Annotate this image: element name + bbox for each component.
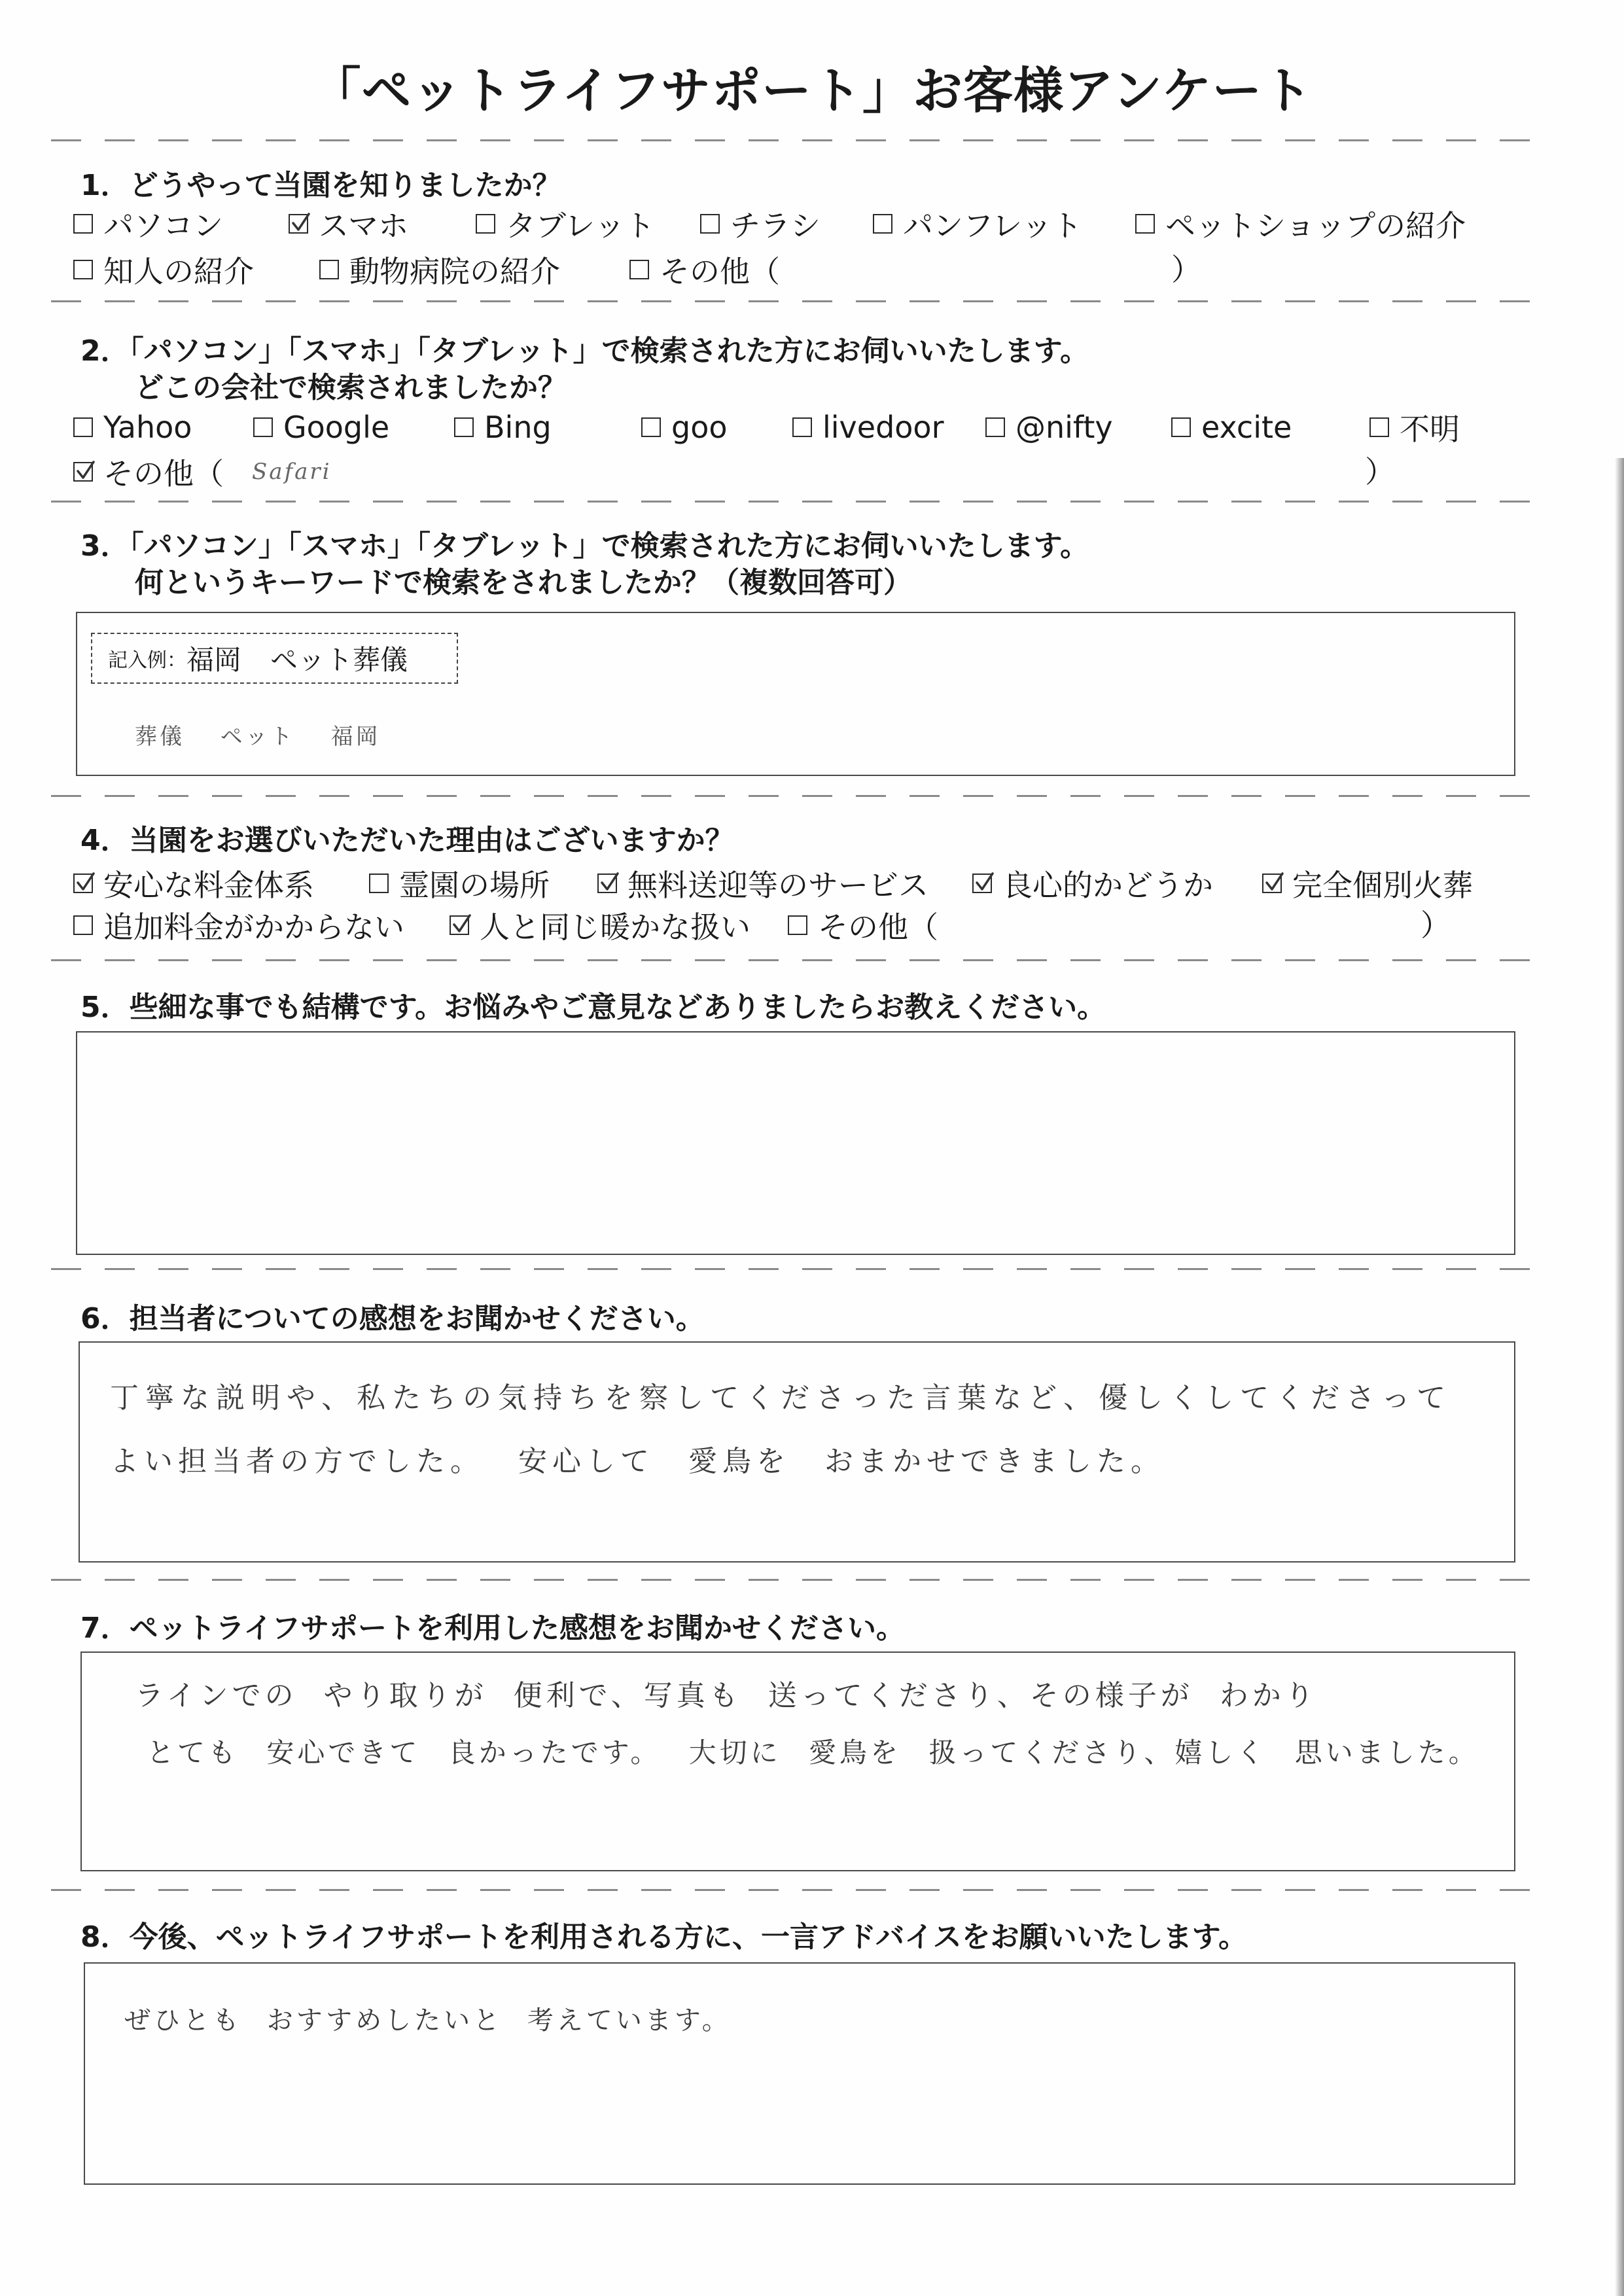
q2-checkbox-yahoo[interactable] [73, 417, 93, 437]
q4-option-cemetery-location[interactable] [369, 864, 550, 903]
q4-option-label: 霊園の場所 [399, 868, 550, 903]
q1-option-label: 動物病院の紹介 [349, 254, 560, 289]
question-2-heading: 2．「パソコン」「スマホ」「タブレット」で検索された方にお伺いいたします。 [80, 334, 1089, 368]
q1-option-acquaintance-referral[interactable] [73, 250, 254, 289]
q4-option-individual-cremation[interactable] [1262, 864, 1473, 903]
q1-option-label: スマホ [319, 208, 409, 243]
q4-checkbox-free-pickup-service[interactable] [597, 874, 617, 893]
question-3-heading: 3．「パソコン」「スマホ」「タブレット」で検索された方にお伺いいたします。 [80, 529, 1089, 563]
scan-edge-shadow [1615, 458, 1624, 2296]
q2-option-livedoor[interactable] [792, 408, 944, 447]
q1-checkbox-other[interactable] [629, 260, 649, 279]
dashed-separator [51, 959, 1538, 961]
q2-checkbox-bing[interactable] [454, 417, 474, 437]
q1-option-label: パンフレット [903, 208, 1082, 243]
q1-option-label: 知人の紹介 [103, 254, 254, 289]
q2-option-goo[interactable] [641, 408, 728, 447]
q8-answer-box[interactable] [84, 1962, 1515, 2185]
q1-option-label: パソコン [103, 208, 224, 243]
question-5-heading: 5．些細な事でも結構です。お悩みやご意見などありましたらお教えください。 [80, 991, 1106, 1024]
q4-checkbox-no-extra-fees[interactable] [73, 915, 93, 935]
q1-option-other[interactable] [629, 250, 780, 289]
q1-option-pc[interactable] [73, 204, 223, 243]
q1-option-smartphone[interactable] [289, 204, 408, 243]
q2-other-close-paren: ） [1365, 454, 1395, 489]
question-1-heading: 1．どうやって当園を知りましたか？ [80, 169, 561, 202]
q4-option-label: 完全個別火葬 [1292, 868, 1473, 903]
q1-checkbox-acquaintance-referral[interactable] [73, 260, 93, 279]
checkmark-icon [73, 458, 97, 483]
q1-option-flyer[interactable] [700, 204, 821, 243]
q1-checkbox-pamphlet[interactable] [873, 214, 892, 234]
q2-option-other[interactable] [73, 452, 224, 491]
q4-option-free-pickup-service[interactable] [597, 864, 928, 903]
question-4-heading: 4．当園をお選びいただいた理由はございますか？ [80, 824, 734, 857]
q4-option-conscientiousness[interactable] [972, 864, 1213, 903]
q4-checkbox-conscientiousness[interactable] [972, 874, 992, 893]
checkmark-icon [1262, 870, 1286, 894]
dashed-separator [51, 139, 1538, 141]
dashed-separator [51, 795, 1538, 797]
question-6-heading: 6．担当者についての感想をお聞かせください。 [80, 1302, 705, 1335]
q1-checkbox-pc[interactable] [73, 214, 93, 234]
q1-checkbox-tablet[interactable] [476, 214, 495, 234]
q4-option-no-extra-fees[interactable] [73, 906, 404, 945]
q1-option-pet-shop-referral[interactable] [1135, 204, 1466, 243]
q1-option-label: タブレット [506, 208, 655, 243]
q2-checkbox-unknown[interactable] [1369, 417, 1389, 437]
q1-option-tablet[interactable] [476, 204, 655, 243]
q4-option-clear-pricing[interactable] [73, 864, 314, 903]
q2-checkbox-excite[interactable] [1171, 417, 1191, 437]
question-2-subheading: どこの会社で検索されましたか？ [135, 371, 567, 404]
q2-option-nifty[interactable] [985, 408, 1113, 447]
q4-option-label: 安心な料金体系 [103, 868, 314, 903]
q4-option-label: 人と同じ暖かな扱い [480, 910, 750, 945]
q4-option-warm-treatment[interactable] [450, 906, 750, 945]
question-8-heading: 8．今後、ペットライフサポートを利用される方に、一言アドバイスをお願いいたします。 [80, 1920, 1248, 1954]
q1-checkbox-smartphone[interactable] [289, 214, 308, 234]
q4-checkbox-cemetery-location[interactable] [369, 874, 389, 893]
q1-option-vet-referral[interactable] [319, 250, 560, 289]
q2-checkbox-goo[interactable] [641, 417, 661, 437]
q1-option-pamphlet[interactable] [873, 204, 1082, 243]
q8-handwritten-line: ぜひとも おすすめしたいと 考えています。 [124, 2005, 732, 2036]
q2-option-label: excite [1201, 410, 1292, 445]
q1-option-label: その他（ [660, 254, 780, 289]
dashed-separator [51, 1889, 1538, 1891]
q1-option-label: ペットショップの紹介 [1165, 208, 1466, 243]
q2-checkbox-google[interactable] [253, 417, 273, 437]
q2-option-excite[interactable] [1171, 408, 1292, 447]
question-3-subheading: 何というキーワードで検索をされましたか？（複数回答可） [135, 566, 912, 599]
q4-checkbox-individual-cremation[interactable] [1262, 874, 1282, 893]
q2-option-label: livedoor [822, 410, 944, 445]
q2-option-label: Bing [484, 410, 552, 445]
q6-handwritten-line: よい担当者の方でした。 安心して 愛鳥を おまかせできました。 [110, 1445, 1165, 1478]
q2-checkbox-nifty[interactable] [985, 417, 1005, 437]
q4-option-other[interactable] [788, 906, 938, 945]
q1-option-label: チラシ [730, 208, 821, 243]
page-title: 「ペットライフサポート」お客様アンケート [311, 62, 1313, 120]
checkmark-icon [449, 911, 474, 936]
q3-handwritten-answer: 葬儀 ペット 福岡 [135, 724, 381, 750]
dashed-separator [51, 1268, 1538, 1270]
q3-example-box [91, 633, 458, 684]
checkmark-icon [73, 870, 97, 894]
q4-checkbox-other[interactable] [788, 915, 807, 935]
q2-checkbox-livedoor[interactable] [792, 417, 812, 437]
q7-handwritten-line: とても 安心できて 良かったです。 大切に 愛鳥を 扱ってくださり、嬉しく 思いました。 [147, 1737, 1479, 1769]
q2-option-label: Yahoo [103, 410, 192, 445]
q2-option-google[interactable] [253, 408, 389, 447]
q7-handwritten-line: ラインでの やり取りが 便利で、写真も 送ってくださり、その様子が わかり [135, 1679, 1318, 1712]
q4-checkbox-clear-pricing[interactable] [73, 874, 93, 893]
q2-option-label: 不明 [1400, 412, 1460, 447]
q1-checkbox-flyer[interactable] [700, 214, 720, 234]
q1-checkbox-pet-shop-referral[interactable] [1135, 214, 1155, 234]
example-keyword: ペット葬儀 [270, 644, 408, 676]
dashed-separator [51, 300, 1538, 302]
dashed-separator [51, 501, 1538, 503]
q2-other-handwritten-answer: Safari [252, 459, 332, 485]
q2-option-label: その他（ [103, 456, 224, 491]
q4-option-label: 無料送迎等のサービス [627, 868, 928, 903]
q2-option-yahoo[interactable] [73, 408, 192, 447]
dashed-separator [51, 1579, 1538, 1581]
checkmark-icon [288, 210, 313, 235]
q2-option-label: @nifty [1015, 410, 1113, 445]
q1-other-close-paren: ） [1171, 252, 1201, 287]
q4-checkbox-warm-treatment[interactable] [450, 915, 469, 935]
checkmark-icon [597, 870, 622, 894]
q1-checkbox-vet-referral[interactable] [319, 260, 339, 279]
q5-answer-box[interactable] [76, 1031, 1515, 1255]
q2-option-unknown[interactable] [1369, 408, 1460, 447]
q4-option-label: その他（ [818, 910, 938, 945]
q6-handwritten-line: 丁寧な説明や、私たちの気持ちを察してくださった言葉など、優しくしてくださって [110, 1381, 1453, 1415]
q4-option-label: 良心的かどうか [1002, 868, 1213, 903]
q2-option-label: Google [283, 410, 390, 445]
q2-checkbox-other[interactable] [73, 462, 93, 482]
q4-other-close-paren: ） [1421, 908, 1451, 943]
example-label: 記入例： [108, 649, 186, 672]
q4-option-label: 追加料金がかからない [103, 910, 404, 945]
example-keyword: 福岡 [186, 644, 242, 676]
question-7-heading: 7．ペットライフサポートを利用した感想をお聞かせください。 [80, 1612, 905, 1645]
q2-option-bing[interactable] [454, 408, 552, 447]
q2-option-label: goo [671, 410, 728, 445]
checkmark-icon [972, 870, 997, 894]
